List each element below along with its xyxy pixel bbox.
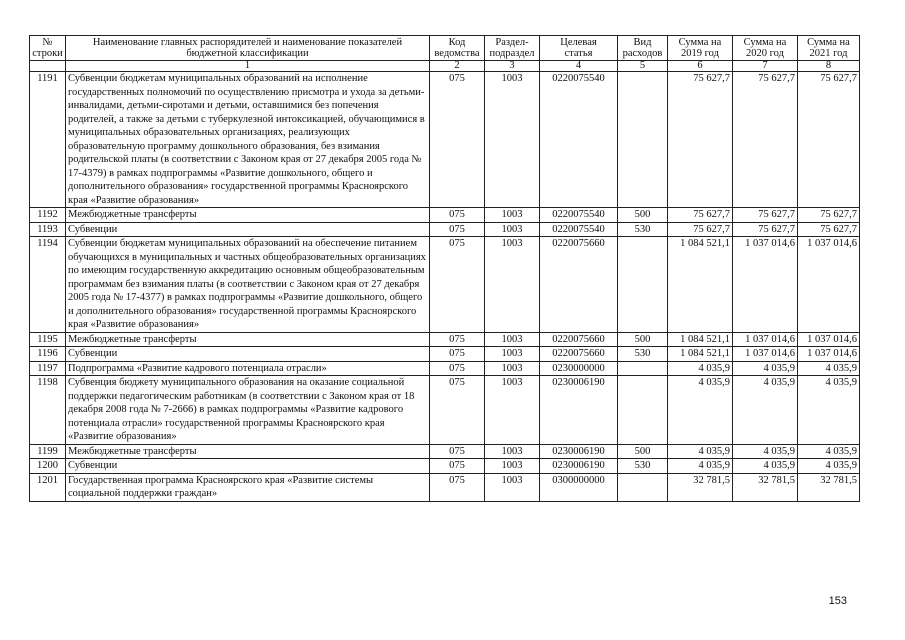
row-name-cell: Межбюджетные трансферты bbox=[66, 208, 430, 223]
row-number-cell: 1192 bbox=[30, 208, 66, 223]
row-name-cell: Субвенция бюджету муниципального образования на оказание социальной поддержки педагогическим работникам (в соответствии с Законом края от 18 декабря 2008 года № 7-2666) в рамках подпрограммы «Развитие кадрового потенциала отрасли» государственной программы Красноярского края «Развитие образования» bbox=[66, 376, 430, 445]
section-cell: 1003 bbox=[485, 332, 540, 347]
sum-2021-cell: 4 035,9 bbox=[798, 376, 860, 445]
expense-type-cell bbox=[618, 473, 668, 501]
column-number: 6 bbox=[668, 61, 733, 72]
target-article-cell: 0230006190 bbox=[540, 444, 618, 459]
target-article-cell: 0220075540 bbox=[540, 222, 618, 237]
row-number-cell: 1191 bbox=[30, 72, 66, 208]
target-article-cell: 0220075540 bbox=[540, 72, 618, 208]
sum-2021-cell: 1 037 014,6 bbox=[798, 332, 860, 347]
target-article-cell: 0220075660 bbox=[540, 332, 618, 347]
row-number-cell: 1194 bbox=[30, 237, 66, 333]
sum-2020-cell: 1 037 014,6 bbox=[733, 237, 798, 333]
sum-2020-cell: 75 627,7 bbox=[733, 208, 798, 223]
sum-2019-cell: 32 781,5 bbox=[668, 473, 733, 501]
sum-2019-cell: 1 084 521,1 bbox=[668, 347, 733, 362]
dept-code-cell: 075 bbox=[430, 459, 485, 474]
dept-code-cell: 075 bbox=[430, 444, 485, 459]
row-name-cell: Государственная программа Красноярского края «Развитие системы социальной поддержки граждан» bbox=[66, 473, 430, 501]
sum-2019-cell: 75 627,7 bbox=[668, 208, 733, 223]
row-name-cell: Субвенции bbox=[66, 222, 430, 237]
sum-2021-cell: 4 035,9 bbox=[798, 444, 860, 459]
sum-2020-cell: 32 781,5 bbox=[733, 473, 798, 501]
sum-2020-cell: 75 627,7 bbox=[733, 222, 798, 237]
row-name-cell: Межбюджетные трансферты bbox=[66, 444, 430, 459]
row-number-cell: 1195 bbox=[30, 332, 66, 347]
column-number: 2 bbox=[430, 61, 485, 72]
row-number-cell: 1199 bbox=[30, 444, 66, 459]
target-article-cell: 0220075540 bbox=[540, 208, 618, 223]
budget-table bbox=[29, 35, 860, 502]
header-row-number: № строки bbox=[30, 36, 66, 61]
sum-2019-cell: 4 035,9 bbox=[668, 376, 733, 445]
column-number-row bbox=[30, 61, 860, 72]
sum-2021-cell: 1 037 014,6 bbox=[798, 237, 860, 333]
sum-2020-cell: 4 035,9 bbox=[733, 444, 798, 459]
section-cell: 1003 bbox=[485, 361, 540, 376]
section-cell: 1003 bbox=[485, 72, 540, 208]
dept-code-cell: 075 bbox=[430, 222, 485, 237]
table-row bbox=[30, 444, 860, 459]
section-cell: 1003 bbox=[485, 376, 540, 445]
header-sum-2020: Сумма на 2020 год bbox=[733, 36, 798, 61]
section-cell: 1003 bbox=[485, 222, 540, 237]
table-header bbox=[30, 36, 860, 72]
table-row bbox=[30, 347, 860, 362]
dept-code-cell: 075 bbox=[430, 361, 485, 376]
sum-2021-cell: 4 035,9 bbox=[798, 459, 860, 474]
column-number: 8 bbox=[798, 61, 860, 72]
header-sum-2019: Сумма на 2019 год bbox=[668, 36, 733, 61]
row-number-cell: 1193 bbox=[30, 222, 66, 237]
sum-2021-cell: 75 627,7 bbox=[798, 222, 860, 237]
sum-2020-cell: 4 035,9 bbox=[733, 376, 798, 445]
sum-2019-cell: 75 627,7 bbox=[668, 72, 733, 208]
dept-code-cell: 075 bbox=[430, 237, 485, 333]
expense-type-cell bbox=[618, 361, 668, 376]
row-number-cell: 1200 bbox=[30, 459, 66, 474]
target-article-cell: 0230000000 bbox=[540, 361, 618, 376]
row-name-cell: Субвенции бюджетам муниципальных образований на исполнение государственных полномочий по осуществлению присмотра и ухода за детьми-инвалидами, детьми-сиротами и детьми, оставшимися без попечения родителей, а также за детьми с туберкулезной интоксикацией, обучающимися в муниципальных образовательных организациях, реализующих образовательную программу дошкольного образования, без взимания родительской платы (в соответствии с Законом края от 27 декабря 2005 года № 17-4379) в рамках подпрограммы «Развитие дошкольного, общего и дополнительного образования» государственной программы Красноярского края «Развитие образования» bbox=[66, 72, 430, 208]
header-expense-type: Вид расходов bbox=[618, 36, 668, 61]
sum-2020-cell: 1 037 014,6 bbox=[733, 347, 798, 362]
sum-2019-cell: 4 035,9 bbox=[668, 444, 733, 459]
column-number: 7 bbox=[733, 61, 798, 72]
target-article-cell: 0220075660 bbox=[540, 237, 618, 333]
dept-code-cell: 075 bbox=[430, 347, 485, 362]
expense-type-cell: 530 bbox=[618, 347, 668, 362]
row-name-cell: Субвенции bbox=[66, 347, 430, 362]
section-cell: 1003 bbox=[485, 444, 540, 459]
table-row bbox=[30, 473, 860, 501]
header-name: Наименование главных распорядителей и наименование показателей бюджетной классификации bbox=[66, 36, 430, 61]
section-cell: 1003 bbox=[485, 473, 540, 501]
sum-2021-cell: 4 035,9 bbox=[798, 361, 860, 376]
expense-type-cell: 530 bbox=[618, 222, 668, 237]
table-row bbox=[30, 208, 860, 223]
sum-2021-cell: 75 627,7 bbox=[798, 72, 860, 208]
expense-type-cell: 500 bbox=[618, 444, 668, 459]
sum-2019-cell: 1 084 521,1 bbox=[668, 332, 733, 347]
section-cell: 1003 bbox=[485, 208, 540, 223]
expense-type-cell bbox=[618, 72, 668, 208]
column-number bbox=[30, 61, 66, 72]
dept-code-cell: 075 bbox=[430, 473, 485, 501]
column-number: 4 bbox=[540, 61, 618, 72]
header-target-article: Целевая статья bbox=[540, 36, 618, 61]
dept-code-cell: 075 bbox=[430, 376, 485, 445]
sum-2020-cell: 75 627,7 bbox=[733, 72, 798, 208]
header-dept-code: Код ведомства bbox=[430, 36, 485, 61]
row-number-cell: 1201 bbox=[30, 473, 66, 501]
sum-2020-cell: 1 037 014,6 bbox=[733, 332, 798, 347]
table-row bbox=[30, 72, 860, 208]
sum-2020-cell: 4 035,9 bbox=[733, 459, 798, 474]
row-number-cell: 1196 bbox=[30, 347, 66, 362]
table-body bbox=[30, 72, 860, 502]
row-name-cell: Подпрограмма «Развитие кадрового потенциала отрасли» bbox=[66, 361, 430, 376]
expense-type-cell: 500 bbox=[618, 332, 668, 347]
table-row bbox=[30, 361, 860, 376]
sum-2020-cell: 4 035,9 bbox=[733, 361, 798, 376]
section-cell: 1003 bbox=[485, 459, 540, 474]
target-article-cell: 0230006190 bbox=[540, 459, 618, 474]
table-row bbox=[30, 332, 860, 347]
expense-type-cell: 530 bbox=[618, 459, 668, 474]
column-number: 5 bbox=[618, 61, 668, 72]
sum-2019-cell: 1 084 521,1 bbox=[668, 237, 733, 333]
column-number: 3 bbox=[485, 61, 540, 72]
section-cell: 1003 bbox=[485, 347, 540, 362]
column-number: 1 bbox=[66, 61, 430, 72]
row-number-cell: 1197 bbox=[30, 361, 66, 376]
sum-2021-cell: 75 627,7 bbox=[798, 208, 860, 223]
expense-type-cell bbox=[618, 376, 668, 445]
header-section: Раздел- подраздел bbox=[485, 36, 540, 61]
sum-2021-cell: 32 781,5 bbox=[798, 473, 860, 501]
table-row bbox=[30, 237, 860, 333]
row-name-cell: Межбюджетные трансферты bbox=[66, 332, 430, 347]
sum-2021-cell: 1 037 014,6 bbox=[798, 347, 860, 362]
dept-code-cell: 075 bbox=[430, 72, 485, 208]
section-cell: 1003 bbox=[485, 237, 540, 333]
table-row bbox=[30, 459, 860, 474]
target-article-cell: 0220075660 bbox=[540, 347, 618, 362]
target-article-cell: 0300000000 bbox=[540, 473, 618, 501]
expense-type-cell: 500 bbox=[618, 208, 668, 223]
row-name-cell: Субвенции bbox=[66, 459, 430, 474]
sum-2019-cell: 4 035,9 bbox=[668, 361, 733, 376]
table-row bbox=[30, 376, 860, 445]
dept-code-cell: 075 bbox=[430, 332, 485, 347]
page-number: 153 bbox=[828, 595, 847, 607]
table-row bbox=[30, 222, 860, 237]
row-name-cell: Субвенции бюджетам муниципальных образований на обеспечение питанием обучающихся в муниципальных и частных общеобразовательных организациях по имеющим государственную аккредитацию основным общеобразовательным программам без взимания платы (в соответствии с Законом края от 27 декабря 2005 года № 17-4377) в рамках подпрограммы «Развитие дошкольного, общего и дополнительного образования» государственной программы Красноярского края «Развитие образования» bbox=[66, 237, 430, 333]
sum-2019-cell: 4 035,9 bbox=[668, 459, 733, 474]
sum-2019-cell: 75 627,7 bbox=[668, 222, 733, 237]
expense-type-cell bbox=[618, 237, 668, 333]
dept-code-cell: 075 bbox=[430, 208, 485, 223]
row-number-cell: 1198 bbox=[30, 376, 66, 445]
target-article-cell: 0230006190 bbox=[540, 376, 618, 445]
header-sum-2021: Сумма на 2021 год bbox=[798, 36, 860, 61]
